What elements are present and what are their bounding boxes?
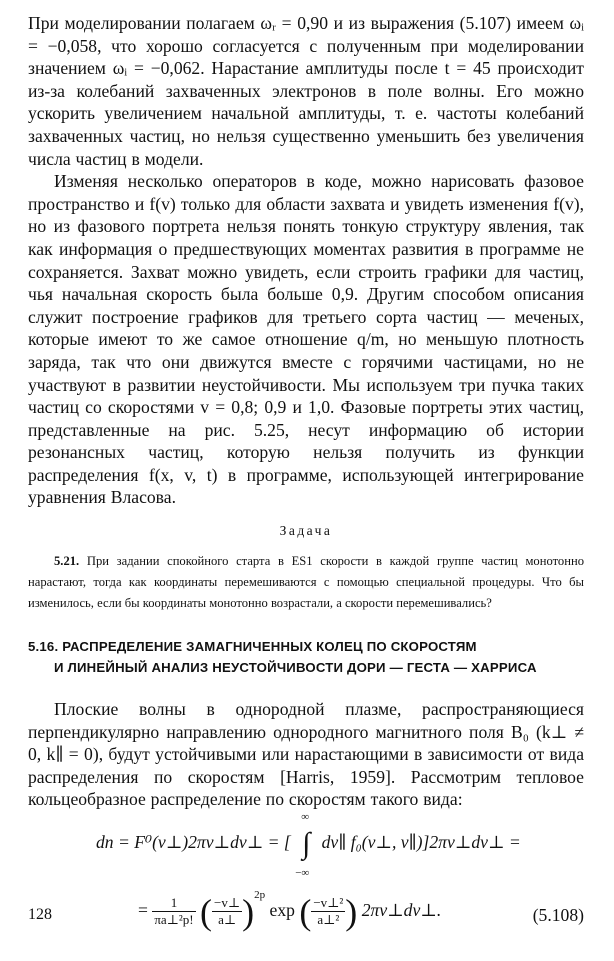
equation-tail: 2πv⊥dv⊥. [361, 900, 442, 921]
integral-lower-limit: −∞ [295, 867, 310, 880]
integral-sign: ∞ ∫ −∞ [295, 811, 311, 880]
page-number: 128 [28, 906, 52, 923]
section-title-line2: И ЛИНЕЙНЫЙ АНАЛИЗ НЕУСТОЙЧИВОСТИ ДОРИ — ГЕСТА — ХАРРИСА [54, 660, 537, 676]
fraction-3: $\frac{\text{−v⊥²}}{\text{a⊥²}}$ [313, 895, 344, 928]
equation-line-2: = $\frac{1}{\text{πa⊥²p!}}$ ( $\frac{-v\perp}{a\perp}$ )$^{2p}$ exp ( $\frac{\text{−v⊥²}}{\text{a⊥²}}$ ) 2πv⊥dv⊥. [138, 889, 442, 932]
paragraph-1: При моделировании полагаем ωᵣ = 0,90 и из выражения (5.107) имеем ωᵢ = −0,058, что хорошо согласуется с полученным при моделировании значением ωᵢ = −0,062. Нарастание амплитуды после t = 45 происходит из-за колебаний захваченных электронов в поле волны. Его можно ускорить увеличением начальной амплитуды, т. е. частоты колебаний захваченных частиц, но нельзя существенно уменьшить без увеличения числа частиц в модели. [28, 13, 584, 169]
integral-upper-limit: ∞ [301, 811, 310, 824]
fraction-2: $\frac{-v\perp}{a\perp}$ [214, 895, 241, 928]
paragraph-2: Изменяя несколько операторов в коде, можно нарисовать фазовое пространство и f(v) только для области захвата и увидеть изменения f(v), но из фазового портрета нельзя понять тонкую структуру явления, так как информация о предшествующих моментах развития в программе не сохраняется. Захват можно увидеть, если строить графики для частиц, чья начальная скорость была больше 0,9. Другим способом описания служит построение графиков для третьего сорта частиц — меченых, которые имеют то же самое отношение q/m, но меньшую плотность заряда, так что они движутся вместе с горячими частицами, но не участвуют в развитии неустойчивости. Мы используем три пучка таких частиц со скоростями v = 0,8; 0,9 и 1,0. Фазовые портреты этих частиц, представленные на рис. 5.25, несут информацию об истории резонансных частиц, которую нельзя получить из функции распределения f(x, v, t) в программе, использующей интегрирование уравнения Власова. [28, 171, 584, 508]
fraction-1: $\frac{1}{\text{πa⊥²p!}}$ [154, 895, 194, 928]
equation-line2-lead: = [138, 900, 148, 921]
equation-5-108 [28, 811, 584, 961]
power-2p: 2p [254, 889, 266, 902]
equation-line-1 [96, 811, 521, 880]
exp-function: exp [269, 900, 295, 921]
equation-lhs: dn = F⁰(v⊥)2πv⊥dv⊥ = [ [96, 832, 291, 853]
equation-number: (5.108) [532, 905, 584, 926]
paragraph-3: Плоские волны в однородной плазме, распространяющиеся перпендикулярно направлению однородного магнитного поля B₀ (k⊥ ≠ 0, k∥ = 0), будут устойчивыми или нарастающими в зависимости от вида распределения по скоростям [Harris, 1959]. Рассмотрим тепловое кольцеобразное распределение по скоростям такого вида: [28, 699, 584, 810]
equation-integrand: dv∥ f₀(v⊥, v∥)]2πv⊥dv⊥ = [321, 832, 521, 853]
problem-heading: Задача [279, 523, 333, 539]
problem-number: 5.21. [54, 554, 80, 569]
problem-text: При задании спокойного старта в ES1 скорости в каждой группе частиц монотонно нарастают, тогда как координаты перемешиваются с помощью специальной процедуры. Что бы изменилось, если бы координаты монотонно возрастали, а скорости перемешивались? [28, 554, 584, 611]
page-body [28, 12, 584, 961]
problem-5-21 [28, 551, 584, 614]
section-title [28, 636, 584, 678]
section-title-line1: 5.16. РАСПРЕДЕЛЕНИЕ ЗАМАГНИЧЕННЫХ КОЛЕЦ ПО СКОРОСТЯМ [28, 639, 477, 655]
